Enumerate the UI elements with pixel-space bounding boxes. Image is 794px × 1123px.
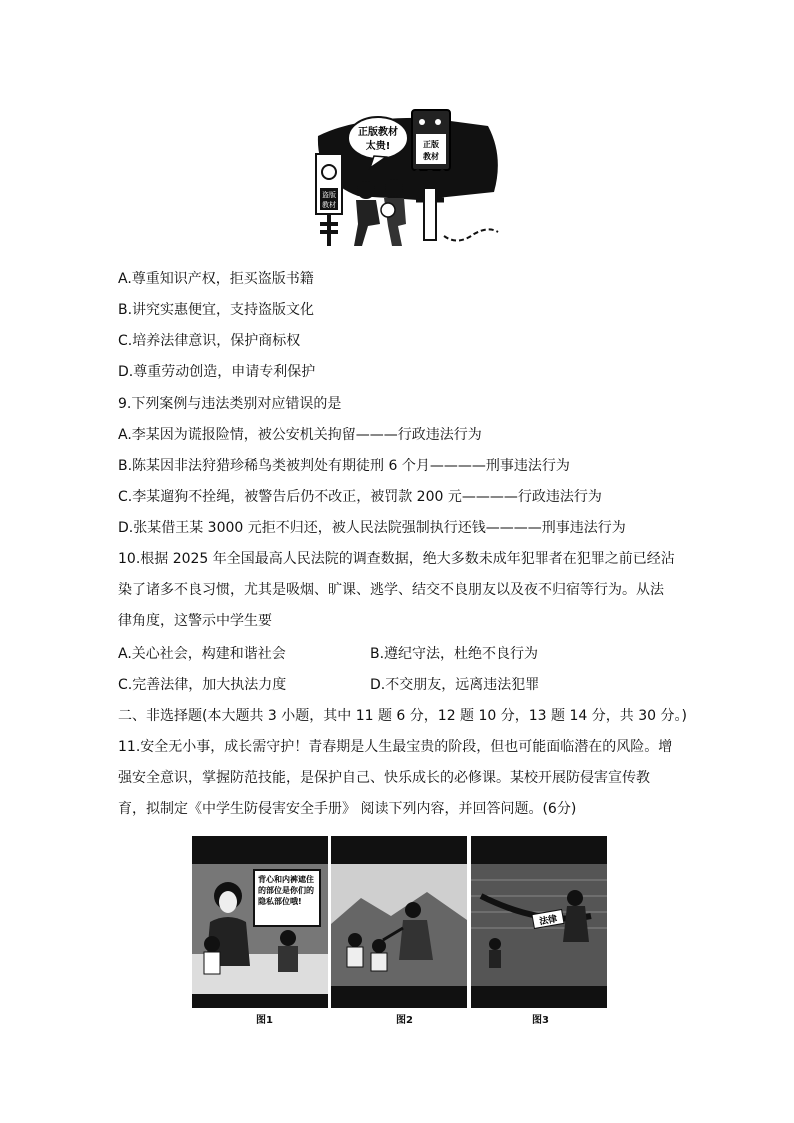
q10-option-c: C.完善法律，加大执法力度 <box>118 677 287 693</box>
figure-2-label: 图2 <box>396 1015 413 1026</box>
q9-stem: 9.下列案例与违法类别对应错误的是 <box>118 396 342 412</box>
q9-option-c: C.李某遛狗不拴绳，被警告后仍不改正，被罚款 200 元————行政违法行为 <box>118 489 602 505</box>
piracy-cartoon <box>298 96 504 256</box>
svg-text:正版: 正版 <box>423 140 439 149</box>
svg-text:教材: 教材 <box>423 152 439 161</box>
figure-3-label: 图3 <box>532 1015 549 1026</box>
q9-option-a: A.李某因为谎报险情，被公安机关拘留———行政违法行为 <box>118 427 482 443</box>
q8-option-a: A.尊重知识产权，拒买盗版书籍 <box>118 271 314 287</box>
q10-option-b: B.遵纪守法，杜绝不良行为 <box>370 646 539 662</box>
svg-text:正版教材: 正版教材 <box>358 127 398 138</box>
q9-option-d: D.张某借王某 3000 元拒不归还，被人民法院强制执行还钱————刑事违法行为 <box>118 520 626 536</box>
q10-stem: 10.根据 2025 年全国最高人民法院的调查数据，绝大多数未成年犯罪者在犯罪之前已经沾染了诸多不良习惯，尤其是吸烟、旷课、逃学、结交不良朋友以及夜不归宿等行为。从法律角度，这警示中学生要 <box>118 551 675 629</box>
svg-text:太贵!: 太贵! <box>365 141 391 152</box>
comic-panel-1 <box>192 836 328 1008</box>
svg-text:盗版: 盗版 <box>322 191 336 199</box>
comic-panel-3 <box>471 836 607 1008</box>
q8-option-b: B.讲究实惠便宜，支持盗版文化 <box>118 302 315 318</box>
pirated-book-figure <box>316 154 342 246</box>
q8-option-c: C.培养法律意识，保护商标权 <box>118 333 301 349</box>
figure-1-label: 图1 <box>256 1015 273 1026</box>
q11-stem: 11.安全无小事，成长需守护！青春期是人生最宝贵的阶段，但也可能面临潜在的风险。增强安全意识，掌握防范技能，是保护自己、快乐成长的必修课。某校开展防侵害宣传教育，拟制定《中学生防侵害安全手册》 阅读下列内容，并回答问题。(6分) <box>118 739 673 817</box>
q8-option-d: D.尊重劳动创造，申请专利保护 <box>118 364 316 380</box>
q10-option-a: A.关心社会，构建和谐社会 <box>118 646 286 662</box>
panel3-sign-text: 法律 <box>538 914 559 928</box>
comic-strip <box>192 836 608 1008</box>
comic-panel-2 <box>331 836 467 1008</box>
q10-option-d: D.不交朋友，远离违法犯罪 <box>370 677 540 693</box>
svg-text:教材: 教材 <box>322 201 336 209</box>
speech-bubble <box>348 117 408 159</box>
section-2-heading: 二、非选择题(本大题共 3 小题，其中 11 题 6 分，12 题 10 分，13 题 14 分，共 30 分。) <box>118 708 687 724</box>
q9-option-b: B.陈某因非法狩猎珍稀鸟类被判处有期徒刑 6 个月————刑事违法行为 <box>118 458 570 474</box>
panel1-bubble-text: 背心和内裤遮住的部位是你们的隐私部位哦! <box>258 875 314 906</box>
